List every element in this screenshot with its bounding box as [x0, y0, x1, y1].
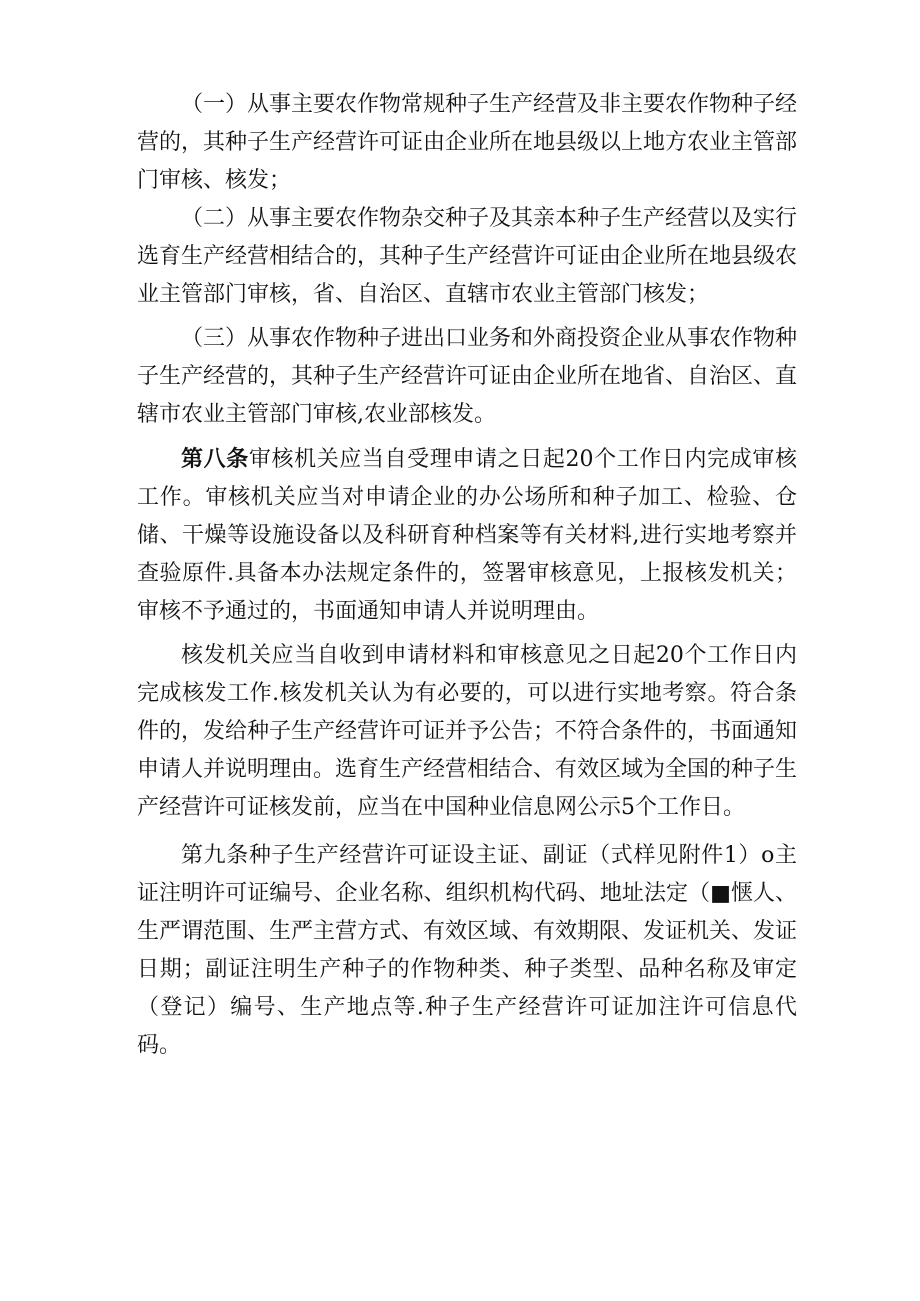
paragraph-text: （一）从事主要农作物常规种子生产经营及非主要农作物种子经营的，其种子生产经营许可证由企业所在地县级以上地方农业主管部门审核、核发； — [137, 92, 798, 193]
paragraph-text: 审核机关应当自受理申请之日起20个工作日内完成审核工作。审核机关应当对申请企业的办公场所和种子加工、检验、仓储、干燥等设施设备以及科研育种档案等有关材料,进行实地考察并查验原件.具备本办法规定条件的，签署审核意见，上报核发机关；审核不予通过的，书面通知申请人并说明理由。 — [137, 447, 797, 624]
paragraph-item-1 — [137, 86, 797, 200]
paragraph-text: 核发机关应当自收到申请材料和审核意见之日起20个工作日内完成核发工作.核发机关认为有必要的，可以进行实地考察。符合条件的，发给种子生产经营许可证并予公告；不符合条件的，书面通知申请人并说明理由。选育生产经营相结合、有效区域为全国的种子生产经营许可证核发前，应当在中国种业信息网公示5个工作日。 — [137, 643, 798, 820]
document-body — [137, 86, 797, 1065]
article-8-paragraph — [137, 440, 797, 631]
paragraph-text: （二）从事主要农作物杂交种子及其亲本种子生产经营以及实行选育生产经营相结合的，其种子生产经营许可证由企业所在地县级农业主管部门审核，省、自治区、直辖市农业主管部门核发； — [137, 206, 798, 307]
paragraph-item-5 — [137, 637, 797, 827]
paragraph-text: （三）从事农作物种子进出口业务和外商投资企业从事农作物种子生产经营的，其种子生产经营许可证由企业所在地省、自治区、直辖市农业主管部门审核,农业部核发。 — [137, 326, 798, 427]
article-9-paragraph — [137, 837, 797, 1065]
paragraph-text: 第九条种子生产经营许可证设主证、副证（式样见附件1）o主证注明许可证编号、企业名称、组织机构代码、地址法定（■惬人、生严谓范围、生严主营方式、有效区域、有效期限、发证机关、发证日期；副证注明生产种子的作物种类、种子类型、品种名称及审定（登记）编号、生产地点等.种子生产经营许可证加注许可信息代码。 — [137, 843, 798, 1058]
paragraph-item-3 — [137, 320, 797, 434]
article-title: 第八条 — [181, 446, 249, 472]
paragraph-item-2 — [137, 200, 797, 314]
